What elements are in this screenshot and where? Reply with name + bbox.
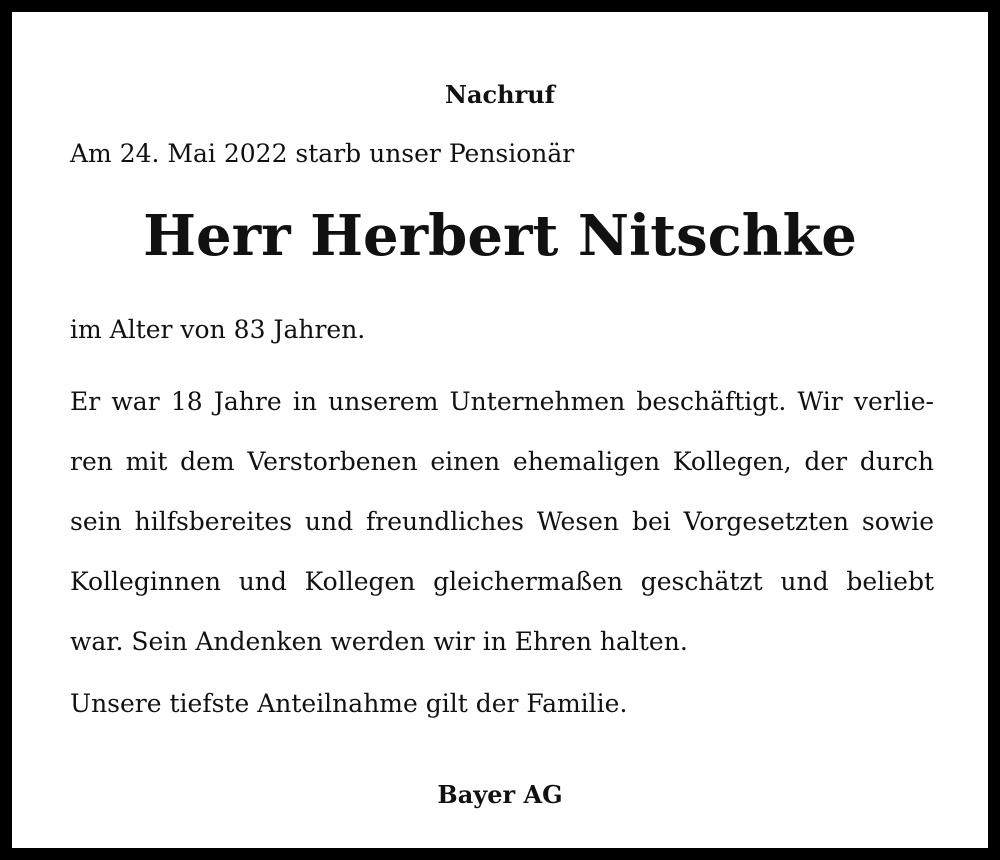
notice-heading: Nachruf bbox=[445, 80, 555, 109]
body-line: war. Sein Andenken werden wir in Ehren halten. bbox=[70, 627, 688, 656]
body-line: ren mit dem Verstorbenen einen ehemaligen Kollegen, der durch bbox=[70, 447, 934, 476]
deceased-name: Herr Herbert Nitschke bbox=[143, 203, 857, 269]
age-line: im Alter von 83 Jahren. bbox=[70, 315, 366, 344]
body-line: sein hilfsbereites und freundliches Wesen bei Vorgesetzten sowie bbox=[70, 507, 934, 536]
signature: Bayer AG bbox=[437, 780, 563, 809]
closing-line: Unsere tiefste Anteilnahme gilt der Familie. bbox=[70, 689, 628, 718]
body-line: Kolleginnen und Kollegen gleichermaßen geschätzt und beliebt bbox=[70, 567, 934, 596]
body-line: Er war 18 Jahre in unserem Unternehmen beschäftigt. Wir verlie- bbox=[70, 387, 934, 416]
body-paragraph bbox=[70, 372, 934, 672]
intro-line: Am 24. Mai 2022 starb unser Pensionär bbox=[70, 139, 575, 168]
